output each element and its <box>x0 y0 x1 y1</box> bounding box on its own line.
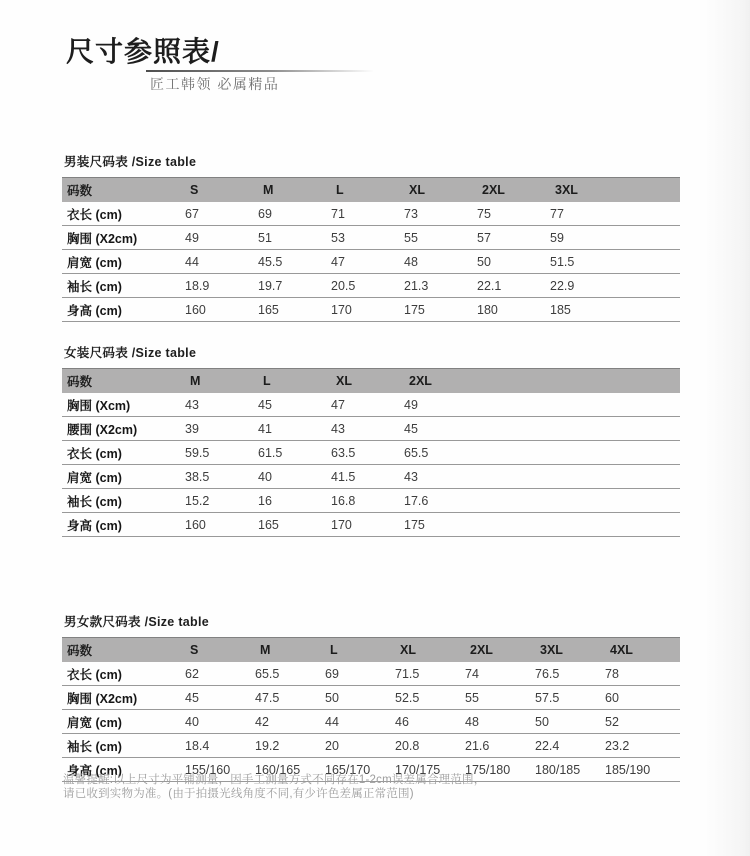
size-value-cell: 49 <box>404 393 477 417</box>
size-value-cell: 41 <box>258 417 331 441</box>
womens-size-section <box>62 343 680 537</box>
mens-table-title: 男装尺码表 /Size table <box>64 155 197 169</box>
disclaimer-note <box>63 774 623 801</box>
size-value-cell: 170 <box>331 513 404 537</box>
col-header-size: L <box>258 369 331 394</box>
filler-cell <box>623 226 680 250</box>
size-value-cell: 69 <box>258 202 331 226</box>
size-value-cell: 49 <box>185 226 258 250</box>
col-header-size: M <box>255 638 325 663</box>
size-value-cell: 74 <box>465 662 535 686</box>
size-value-cell: 60 <box>605 686 675 710</box>
col-header-label: 码数 <box>62 369 185 394</box>
size-value-cell: 76.5 <box>535 662 605 686</box>
size-value-cell: 50 <box>535 710 605 734</box>
mens-size-section <box>62 152 680 322</box>
size-value-cell: 185 <box>550 298 623 322</box>
size-value-cell: 78 <box>605 662 675 686</box>
filler-cell <box>675 734 680 758</box>
size-value-cell: 22.1 <box>477 274 550 298</box>
unisex-size-section <box>62 612 680 782</box>
size-value-cell: 75 <box>477 202 550 226</box>
col-header-label: 码数 <box>62 178 185 203</box>
row-label: 肩宽 (cm) <box>62 250 185 274</box>
size-value-cell: 47 <box>331 250 404 274</box>
page-edge-shading <box>704 0 750 856</box>
size-value-cell: 41.5 <box>331 465 404 489</box>
header-row <box>62 369 680 394</box>
table-row <box>62 465 680 489</box>
size-value-cell: 69 <box>325 662 395 686</box>
col-header-size: L <box>325 638 395 663</box>
col-header-size: 2XL <box>477 178 550 203</box>
size-value-cell: 165 <box>258 298 331 322</box>
size-value-cell: 180/185 <box>535 758 605 782</box>
size-value-cell: 50 <box>477 250 550 274</box>
size-value-cell: 45 <box>185 686 255 710</box>
row-label: 肩宽 (cm) <box>62 710 185 734</box>
table-row <box>62 226 680 250</box>
filler-cell <box>477 393 680 417</box>
size-value-cell: 44 <box>185 250 258 274</box>
size-value-cell: 57.5 <box>535 686 605 710</box>
header-row <box>62 638 680 663</box>
size-value-cell: 61.5 <box>258 441 331 465</box>
row-label: 身高 (cm) <box>62 298 185 322</box>
table-row <box>62 710 680 734</box>
col-header-filler <box>623 178 680 203</box>
table-row <box>62 250 680 274</box>
size-value-cell: 22.4 <box>535 734 605 758</box>
size-value-cell: 180 <box>477 298 550 322</box>
disclaimer-line-2: 请已收到实物为准。(由于拍摄光线角度不同,有少许色差属正常范围) <box>63 787 414 800</box>
size-value-cell: 18.9 <box>185 274 258 298</box>
table-row <box>62 734 680 758</box>
table-row <box>62 202 680 226</box>
col-header-size: XL <box>331 369 404 394</box>
size-value-cell: 57 <box>477 226 550 250</box>
size-value-cell: 52 <box>605 710 675 734</box>
filler-cell <box>623 298 680 322</box>
size-value-cell: 185/190 <box>605 758 675 782</box>
size-value-cell: 175 <box>404 298 477 322</box>
size-value-cell: 22.9 <box>550 274 623 298</box>
size-value-cell: 62 <box>185 662 255 686</box>
size-value-cell: 23.2 <box>605 734 675 758</box>
col-header-size: S <box>185 178 258 203</box>
size-value-cell: 52.5 <box>395 686 465 710</box>
size-value-cell: 165 <box>258 513 331 537</box>
col-header-size: M <box>185 369 258 394</box>
size-value-cell: 50 <box>325 686 395 710</box>
table-row <box>62 662 680 686</box>
title-underline-rule <box>146 70 374 72</box>
size-value-cell: 20.5 <box>331 274 404 298</box>
row-label: 衣长 (cm) <box>62 202 185 226</box>
filler-cell <box>623 202 680 226</box>
size-value-cell: 160/165 <box>255 758 325 782</box>
page-subtitle: 匠工韩领 必属精品 <box>150 76 280 92</box>
col-header-size: XL <box>395 638 465 663</box>
filler-cell <box>675 758 680 782</box>
table-row <box>62 417 680 441</box>
size-value-cell: 48 <box>465 710 535 734</box>
table-row <box>62 274 680 298</box>
size-value-cell: 51 <box>258 226 331 250</box>
size-value-cell: 65.5 <box>255 662 325 686</box>
filler-cell <box>675 662 680 686</box>
size-value-cell: 16.8 <box>331 489 404 513</box>
col-header-label: 码数 <box>62 638 185 663</box>
size-value-cell: 45 <box>258 393 331 417</box>
filler-cell <box>675 710 680 734</box>
size-value-cell: 21.6 <box>465 734 535 758</box>
size-value-cell: 40 <box>258 465 331 489</box>
size-value-cell: 44 <box>325 710 395 734</box>
size-value-cell: 42 <box>255 710 325 734</box>
size-value-cell: 40 <box>185 710 255 734</box>
col-header-size: M <box>258 178 331 203</box>
size-value-cell: 55 <box>465 686 535 710</box>
col-header-size: 3XL <box>535 638 605 663</box>
filler-cell <box>675 686 680 710</box>
size-value-cell: 43 <box>185 393 258 417</box>
filler-cell <box>477 441 680 465</box>
size-value-cell: 38.5 <box>185 465 258 489</box>
table-row <box>62 393 680 417</box>
row-label: 胸围 (X2cm) <box>62 686 185 710</box>
size-value-cell: 160 <box>185 513 258 537</box>
table-row <box>62 298 680 322</box>
size-value-cell: 73 <box>404 202 477 226</box>
size-value-cell: 48 <box>404 250 477 274</box>
unisex-table-title: 男女款尺码表 /Size table <box>64 615 210 629</box>
col-header-filler <box>477 369 680 394</box>
size-value-cell: 39 <box>185 417 258 441</box>
filler-cell <box>477 513 680 537</box>
row-label: 身高 (cm) <box>62 513 185 537</box>
col-header-size: 4XL <box>605 638 675 663</box>
size-value-cell: 17.6 <box>404 489 477 513</box>
row-label: 袖长 (cm) <box>62 274 185 298</box>
size-value-cell: 170/175 <box>395 758 465 782</box>
row-label: 衣长 (cm) <box>62 662 185 686</box>
size-value-cell: 77 <box>550 202 623 226</box>
table-row <box>62 686 680 710</box>
row-label: 身高 (cm) <box>62 758 185 782</box>
size-value-cell: 19.2 <box>255 734 325 758</box>
col-header-size: 2XL <box>465 638 535 663</box>
disclaimer-line-1: 温馨提醒:以上尺寸为平铺测量，因手工测量方式不同存在1-2cm误差属合理范围， <box>63 774 486 786</box>
row-label: 袖长 (cm) <box>62 489 185 513</box>
header-row <box>62 178 680 203</box>
row-label: 肩宽 (cm) <box>62 465 185 489</box>
womens-size-table <box>62 368 680 537</box>
filler-cell <box>477 417 680 441</box>
filler-cell <box>477 465 680 489</box>
size-value-cell: 20.8 <box>395 734 465 758</box>
size-value-cell: 160 <box>185 298 258 322</box>
size-value-cell: 53 <box>331 226 404 250</box>
size-value-cell: 20 <box>325 734 395 758</box>
row-label: 胸围 (X2cm) <box>62 226 185 250</box>
size-value-cell: 19.7 <box>258 274 331 298</box>
size-value-cell: 21.3 <box>404 274 477 298</box>
col-header-size: 2XL <box>404 369 477 394</box>
size-value-cell: 45 <box>404 417 477 441</box>
col-header-size: 3XL <box>550 178 623 203</box>
size-value-cell: 59.5 <box>185 441 258 465</box>
filler-cell <box>623 250 680 274</box>
size-value-cell: 45.5 <box>258 250 331 274</box>
size-value-cell: 18.4 <box>185 734 255 758</box>
row-label: 袖长 (cm) <box>62 734 185 758</box>
filler-cell <box>623 274 680 298</box>
size-value-cell: 47 <box>331 393 404 417</box>
table-row <box>62 489 680 513</box>
unisex-size-table <box>62 637 680 782</box>
col-header-size: XL <box>404 178 477 203</box>
col-header-filler <box>675 638 680 663</box>
page-title: 尺寸参照表/ <box>66 36 220 67</box>
size-value-cell: 59 <box>550 226 623 250</box>
size-value-cell: 55 <box>404 226 477 250</box>
table-row <box>62 441 680 465</box>
row-label: 胸围 (Xcm) <box>62 393 185 417</box>
size-value-cell: 67 <box>185 202 258 226</box>
size-value-cell: 43 <box>331 417 404 441</box>
mens-size-table <box>62 177 680 322</box>
size-value-cell: 46 <box>395 710 465 734</box>
womens-table-title: 女装尺码表 /Size table <box>64 346 197 360</box>
col-header-size: S <box>185 638 255 663</box>
table-row <box>62 513 680 537</box>
size-value-cell: 43 <box>404 465 477 489</box>
size-value-cell: 165/170 <box>325 758 395 782</box>
size-value-cell: 175/180 <box>465 758 535 782</box>
size-value-cell: 15.2 <box>185 489 258 513</box>
size-value-cell: 71.5 <box>395 662 465 686</box>
size-value-cell: 170 <box>331 298 404 322</box>
size-value-cell: 63.5 <box>331 441 404 465</box>
col-header-size: L <box>331 178 404 203</box>
size-value-cell: 16 <box>258 489 331 513</box>
row-label: 腰围 (X2cm) <box>62 417 185 441</box>
size-value-cell: 47.5 <box>255 686 325 710</box>
filler-cell <box>477 489 680 513</box>
size-value-cell: 65.5 <box>404 441 477 465</box>
size-value-cell: 71 <box>331 202 404 226</box>
size-value-cell: 175 <box>404 513 477 537</box>
size-value-cell: 51.5 <box>550 250 623 274</box>
size-value-cell: 155/160 <box>185 758 255 782</box>
row-label: 衣长 (cm) <box>62 441 185 465</box>
